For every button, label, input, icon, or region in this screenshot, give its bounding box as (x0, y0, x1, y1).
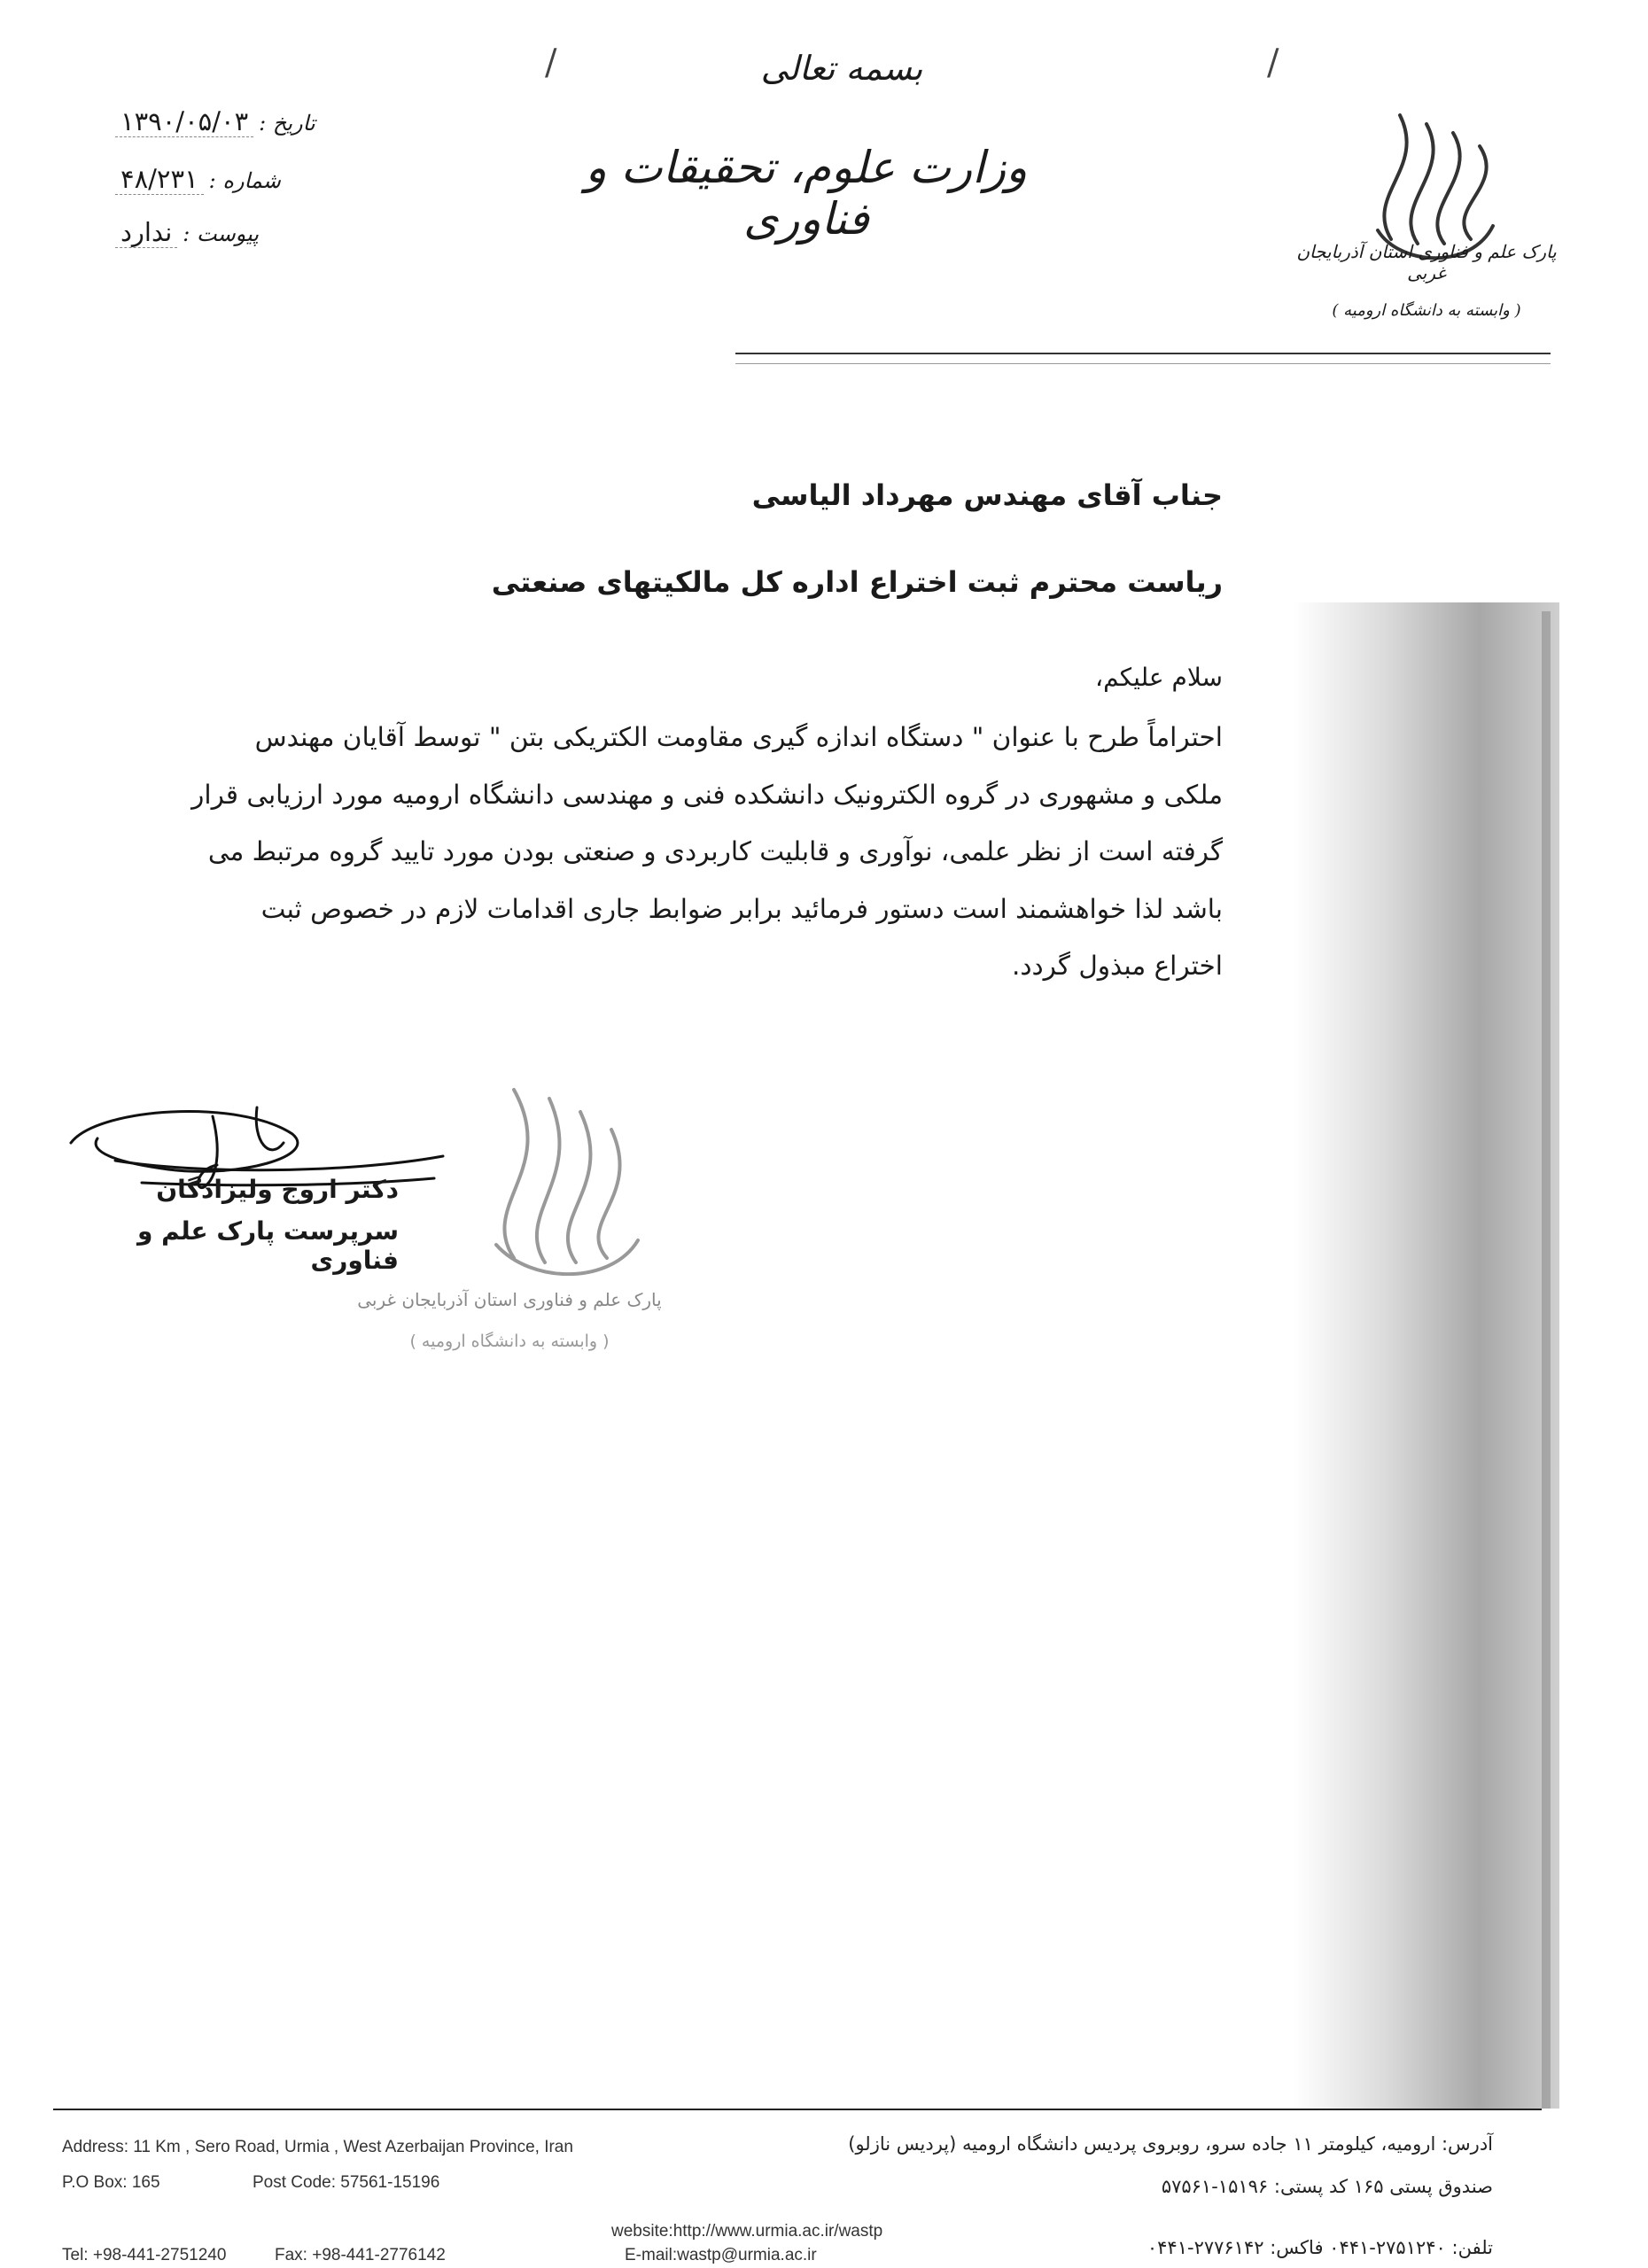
signatory-title: سرپرست پارک علم و فناوری (136, 1216, 399, 1275)
footer-fax-en: Fax: +98-441-2776142 (275, 2246, 446, 2264)
footer-tel-en: Tel: +98-441-2751240 (62, 2246, 227, 2264)
footer-website[interactable]: website:http://www.urmia.ac.ir/wastp (611, 2222, 883, 2241)
footer-pobox-fa: صندوق پستی ۱۶۵ کد پستی: ۱۵۱۹۶-۵۷۵۶۱ (1161, 2176, 1493, 2197)
ministry-title: وزارت علوم، تحقیقات و فناوری (585, 142, 1028, 245)
number-row (115, 164, 381, 195)
header-divider (735, 353, 1551, 354)
greeting: سلام علیکم، (1095, 663, 1223, 692)
footer-address-en: Address: 11 Km , Sero Road, Urmia , West Azerbaijan Province, Iran (62, 2138, 573, 2156)
letter-body (133, 709, 1223, 995)
logo-subcaption: ( وابسته به دانشگاه ارومیه ) (1332, 301, 1521, 320)
attachment-value: ندارد (115, 217, 177, 248)
scan-shadow (1294, 602, 1559, 2109)
addressee-title: ریاست محترم ثبت اختراع اداره کل مالکیتهای صنعتی (491, 565, 1223, 599)
body-line: ملکی و مشهوری در گروه الکترونیک دانشکده فنی و مهندسی دانشگاه ارومیه مورد ارزیابی قرار (191, 779, 1223, 810)
stamp-caption: پارک علم و فناوری استان آذربایجان غربی (357, 1289, 662, 1310)
attachment-row (115, 217, 381, 248)
date-label: تاریخ : (259, 111, 315, 136)
footer-postcode-en: Post Code: 57561-15196 (253, 2173, 440, 2192)
attachment-label: پیوست : (183, 221, 259, 246)
stamp-subcaption: ( وابسته به دانشگاه ارومیه ) (409, 1332, 610, 1351)
body-line: گرفته است از نظر علمی، نوآوری و قابلیت کاربردی و صنعتی بودن مورد تایید گروه مرتبط می (207, 836, 1223, 866)
footer-tel-fa: تلفن: ۲۷۵۱۲۴۰-۰۴۴۱ فاکس: ۲۷۷۶۱۴۲-۰۴۴۱ (1147, 2237, 1493, 2258)
footer-pobox-en: P.O Box: 165 (62, 2173, 160, 2192)
date-value: ۱۳۹۰/۰۵/۰۳ (115, 106, 253, 137)
body-line: اختراع مبذول گردد. (1011, 951, 1223, 981)
body-line: باشد لذا خواهشمند است دستور فرمائید برابر ضوابط جاری اقدامات لازم در خصوص ثبت (260, 893, 1223, 924)
signatory-name: دکتر اروج ولیزادگان (156, 1175, 399, 1204)
date-row (115, 106, 381, 137)
scan-edge (1542, 611, 1551, 2109)
bismillah: بسمه تعالی (760, 49, 923, 88)
logo-caption: پارک علم و فناوری استان آذربایجان غربی (1296, 241, 1557, 284)
header-divider-thin (735, 363, 1551, 364)
footer-divider (53, 2109, 1542, 2110)
corner-mark-left: / (545, 43, 557, 83)
number-value: ۴۸/۲۳۱ (115, 164, 204, 195)
corner-mark-right: / (1267, 43, 1279, 83)
park-stamp-icon (461, 1072, 673, 1276)
footer-email[interactable]: E-mail:wastp@urmia.ac.ir (625, 2246, 817, 2264)
body-line: احتراماً طرح با عنوان " دستگاه اندازه گیری مقاومت الکتریکی بتن " توسط آقایان مهندس (254, 722, 1223, 752)
addressee-name: جناب آقای مهندس مهرداد الیاسی (751, 478, 1223, 512)
footer-address-fa: آدرس: ارومیه، کیلومتر ۱۱ جاده سرو، روبروی پردیس دانشگاه ارومیه (پردیس نازلو) (848, 2133, 1493, 2155)
number-label: شماره : (208, 168, 281, 193)
